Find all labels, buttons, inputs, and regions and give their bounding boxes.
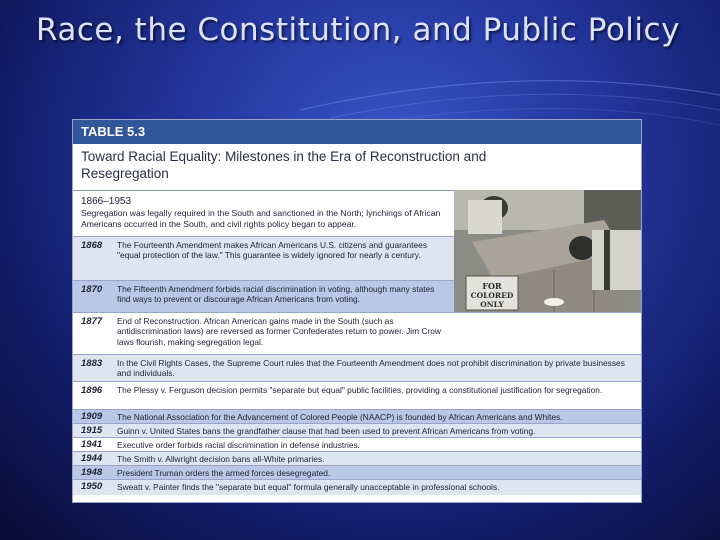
row-text: Sweatt v. Painter finds the "separate but equal" formula generally unacceptable in professional schools. <box>117 482 500 492</box>
table-row <box>73 354 641 381</box>
table-row <box>73 437 641 451</box>
row-year: 1870 <box>81 284 103 295</box>
row-year: 1948 <box>81 467 103 478</box>
row-year: 1941 <box>81 439 103 450</box>
row-year: 1883 <box>81 358 103 369</box>
row-text: End of Reconstruction. African American gains made in the South (such as antidiscrimination laws) are reversed as former Confederates return to power. Jim Crow laws flourish, making segregation legal. <box>117 316 441 347</box>
segregation-photo <box>454 190 641 318</box>
row-year: 1915 <box>81 425 103 436</box>
table-row <box>73 479 641 495</box>
slide-title: Race, the Constitution, and Public Policy <box>36 12 680 48</box>
intro-text: Segregation was legally required in the South and sanctioned in the North; lynchings of African Americans occurred in the South, and civil rights policy began to appear. <box>81 208 441 229</box>
row-text: Executive order forbids racial discrimination in defense industries. <box>117 440 360 450</box>
table-title: Toward Racial Equality: Milestones in the Era of Reconstruction and Resegregation <box>81 149 487 181</box>
svg-text:FOR: FOR <box>482 281 502 291</box>
table-row <box>73 312 641 354</box>
table-row <box>73 423 641 437</box>
row-text: In the Civil Rights Cases, the Supreme Court rules that the Fourteenth Amendment does not prohibit discrimination by private businesses and individuals. <box>117 358 625 379</box>
milestones-table <box>72 119 642 503</box>
row-year: 1909 <box>81 411 103 422</box>
row-year: 1950 <box>81 481 103 492</box>
row-text: The Smith v. Allwright decision bans all-White primaries. <box>117 454 325 464</box>
row-year: 1868 <box>81 240 103 251</box>
row-text: President Truman orders the armed forces desegregated. <box>117 468 331 478</box>
row-text: The Plessy v. Ferguson decision permits "separate but equal" public facilities, providing a constitutional justification for segregation. <box>117 385 603 395</box>
row-year: 1896 <box>81 385 103 396</box>
table-row <box>73 409 641 423</box>
table-label: TABLE 5.3 <box>73 120 641 144</box>
table-row <box>73 465 641 479</box>
row-text: The Fifteenth Amendment forbids racial discrimination in voting, although many states find ways to prevent or discourage African Americans from voting. <box>117 284 435 305</box>
row-year: 1944 <box>81 453 103 464</box>
table-row <box>73 236 454 280</box>
table-row <box>73 451 641 465</box>
row-text: Guinn v. United States bans the grandfather clause that had been used to prevent African Americans from voting. <box>117 426 536 436</box>
svg-text:ONLY: ONLY <box>480 300 504 309</box>
row-text: The National Association for the Advancement of Colored People (NAACP) is founded by African Americans and Whites. <box>117 412 563 422</box>
svg-text:COLORED: COLORED <box>470 291 514 300</box>
row-year: 1877 <box>81 316 103 327</box>
row-text: The Fourteenth Amendment makes African Americans U.S. citizens and guarantees "equal protection of the law." This guarantee is widely ignored for nearly a century. <box>117 240 428 261</box>
table-row <box>73 381 641 409</box>
table-row <box>73 280 454 312</box>
intro-period: 1866–1953 <box>81 196 132 207</box>
